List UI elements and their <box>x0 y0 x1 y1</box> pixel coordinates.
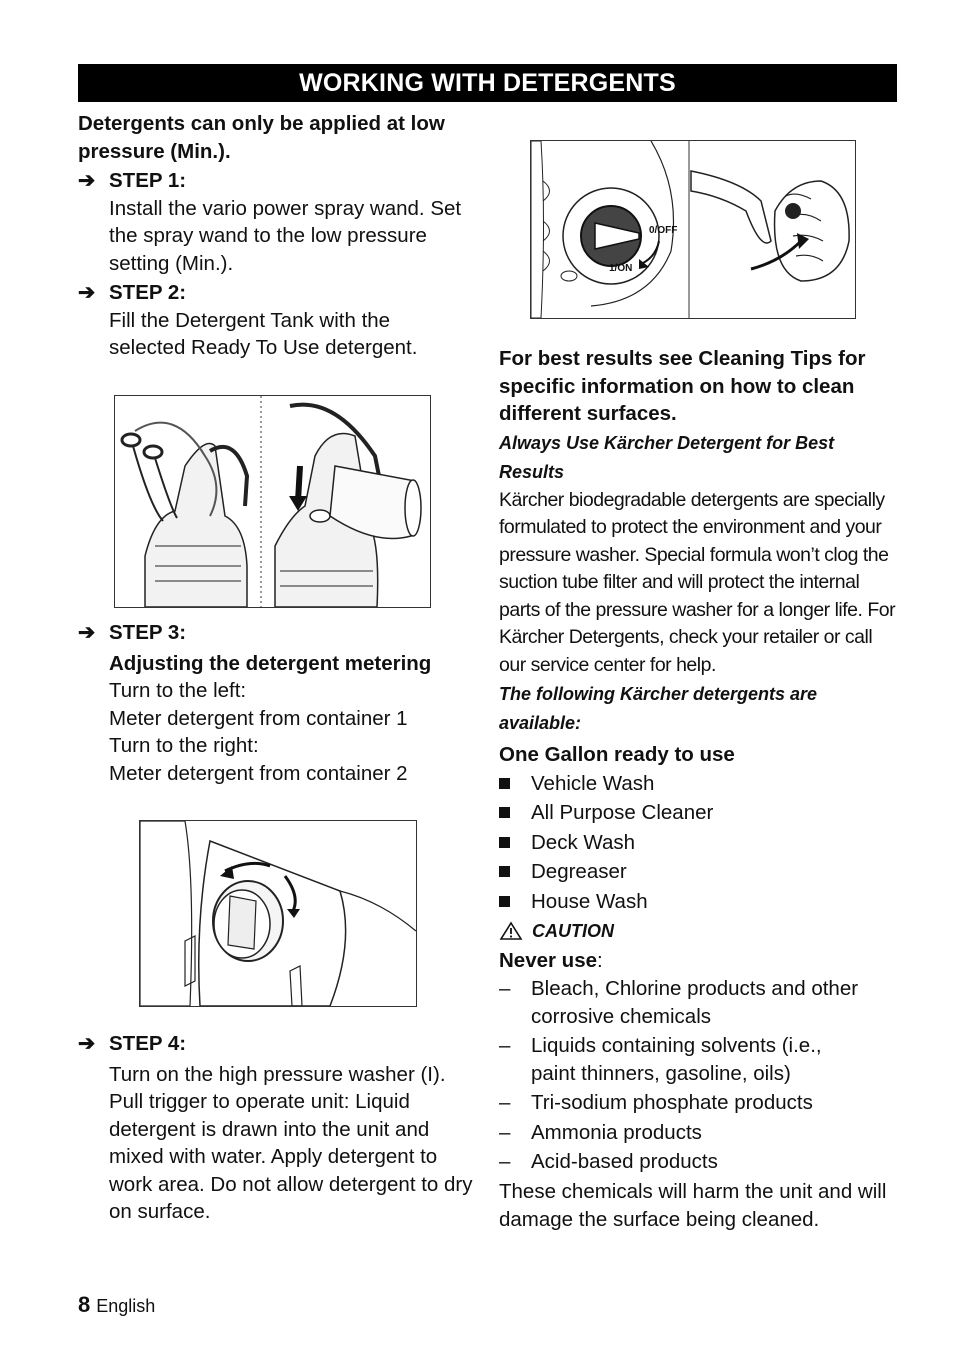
step3-block <box>78 617 478 787</box>
following-heading: The following Kärcher detergents are available: <box>499 684 818 733</box>
list-item <box>499 798 899 828</box>
figure-metering-knob <box>139 820 417 1007</box>
list-item <box>499 828 899 858</box>
figure-on-off-switch <box>530 140 856 319</box>
never-use-list <box>499 975 899 1176</box>
step3-line: Turn to the right: <box>109 734 259 757</box>
step4-text: Pull trigger to operate unit: Liquid detergent is drawn into the unit and mixed with water. Apply detergent to work area. Do not allow detergent to dry on surface. <box>109 1090 473 1223</box>
step3-line: Turn to the left: <box>109 679 247 702</box>
step4-label: STEP 4: <box>109 1032 187 1055</box>
product-name: Degreaser <box>531 860 627 883</box>
arrow-icon: ➔ <box>78 281 96 304</box>
bullet-square-icon <box>499 857 531 887</box>
caution-label: CAUTION <box>532 921 614 941</box>
intro-text: Detergents can only be applied at low pressure (Min.). <box>78 112 445 163</box>
never-item: Bleach, Chlorine products and other corrosive chemicals <box>531 977 859 1028</box>
always-use-heading: Always Use Kärcher Detergent for Best Results <box>499 432 835 482</box>
warning-triangle-icon <box>499 921 523 941</box>
best-results-text: For best results see Cleaning Tips for specific information on how to clean different surfaces. <box>499 347 866 425</box>
never-item: Liquids containing solvents (i.e., paint thinners, gasoline, oils) <box>531 1034 822 1085</box>
product-name: All Purpose Cleaner <box>531 801 714 824</box>
arrow-icon: ➔ <box>78 169 96 192</box>
left-column <box>78 110 478 362</box>
step3-heading <box>78 619 478 647</box>
detergent-description: Kärcher biodegradable detergents are specially formulated to protect the environment and your pressure washer. Special formula won’t clog the suction tube filter and will protect the internal parts of the pressure washer for a longer life. For Kärcher Detergents, check your retailer or call our service center for help. <box>499 488 896 676</box>
never-item: Tri-sodium phosphate products <box>531 1091 813 1114</box>
page-number: 8 <box>78 1292 91 1317</box>
product-name: House Wash <box>531 889 648 913</box>
step4-text: Turn on the high pressure washer (I). <box>109 1062 446 1086</box>
caution-line <box>499 916 899 946</box>
list-item <box>499 975 899 1031</box>
dash-marker: – <box>499 1150 511 1173</box>
list-item <box>499 1119 899 1147</box>
never-item: Ammonia products <box>531 1121 702 1144</box>
step1-label: STEP 1: <box>109 169 187 192</box>
on-off-switch-illustration <box>531 141 855 318</box>
footer-language: English <box>96 1296 156 1316</box>
list-item <box>499 769 899 799</box>
never-use-label: Never use <box>499 949 598 972</box>
step1-heading <box>78 167 478 195</box>
step2-heading <box>78 279 478 307</box>
step2-text: Fill the Detergent Tank with the selected Ready To Use detergent. <box>109 308 418 359</box>
list-item <box>499 857 899 887</box>
right-column <box>499 345 899 1233</box>
step4-heading <box>78 1030 478 1058</box>
arrow-icon: ➔ <box>78 1032 96 1055</box>
step1-text: Install the vario power spray wand. Set the spray wand to the low pressure setting (Min.). <box>109 196 462 275</box>
section-title: WORKING WITH DETERGENTS <box>78 64 897 102</box>
never-use-colon: : <box>597 949 603 972</box>
bullet-square-icon <box>499 798 531 828</box>
off-label: 0/OFF <box>649 225 678 236</box>
figure-fill-tank <box>114 395 431 608</box>
dash-marker: – <box>499 1091 511 1114</box>
page-footer <box>78 1292 155 1318</box>
step3-line: Meter detergent from container 2 <box>109 761 408 785</box>
step4-block <box>78 1028 478 1226</box>
product-name: Deck Wash <box>531 830 636 854</box>
dash-marker: – <box>499 1034 511 1057</box>
metering-knob-illustration <box>140 821 416 1006</box>
list-item <box>499 887 899 917</box>
product-list <box>499 769 899 917</box>
step3-line: Meter detergent from container 1 <box>109 706 408 730</box>
fill-tank-illustration <box>115 396 430 607</box>
never-item: Acid-based products <box>531 1150 718 1173</box>
dash-marker: – <box>499 1121 511 1144</box>
bullet-square-icon <box>499 828 531 858</box>
product-name: Vehicle Wash <box>531 771 655 795</box>
step3-subtitle: Adjusting the detergent metering <box>109 651 432 675</box>
list-item <box>499 1148 899 1176</box>
on-label: 1/ON <box>609 263 633 274</box>
never-use-line <box>499 946 899 975</box>
list-item <box>499 1089 899 1117</box>
arrow-icon: ➔ <box>78 621 96 644</box>
bullet-square-icon <box>499 887 531 917</box>
list-item <box>499 1032 899 1088</box>
bullet-square-icon <box>499 769 531 799</box>
step2-label: STEP 2: <box>109 281 187 304</box>
closing-text: These chemicals will harm the unit and will damage the surface being cleaned. <box>499 1180 887 1231</box>
step3-label: STEP 3: <box>109 621 187 644</box>
gallon-heading: One Gallon ready to use <box>499 743 735 766</box>
dash-marker: – <box>499 977 511 1000</box>
